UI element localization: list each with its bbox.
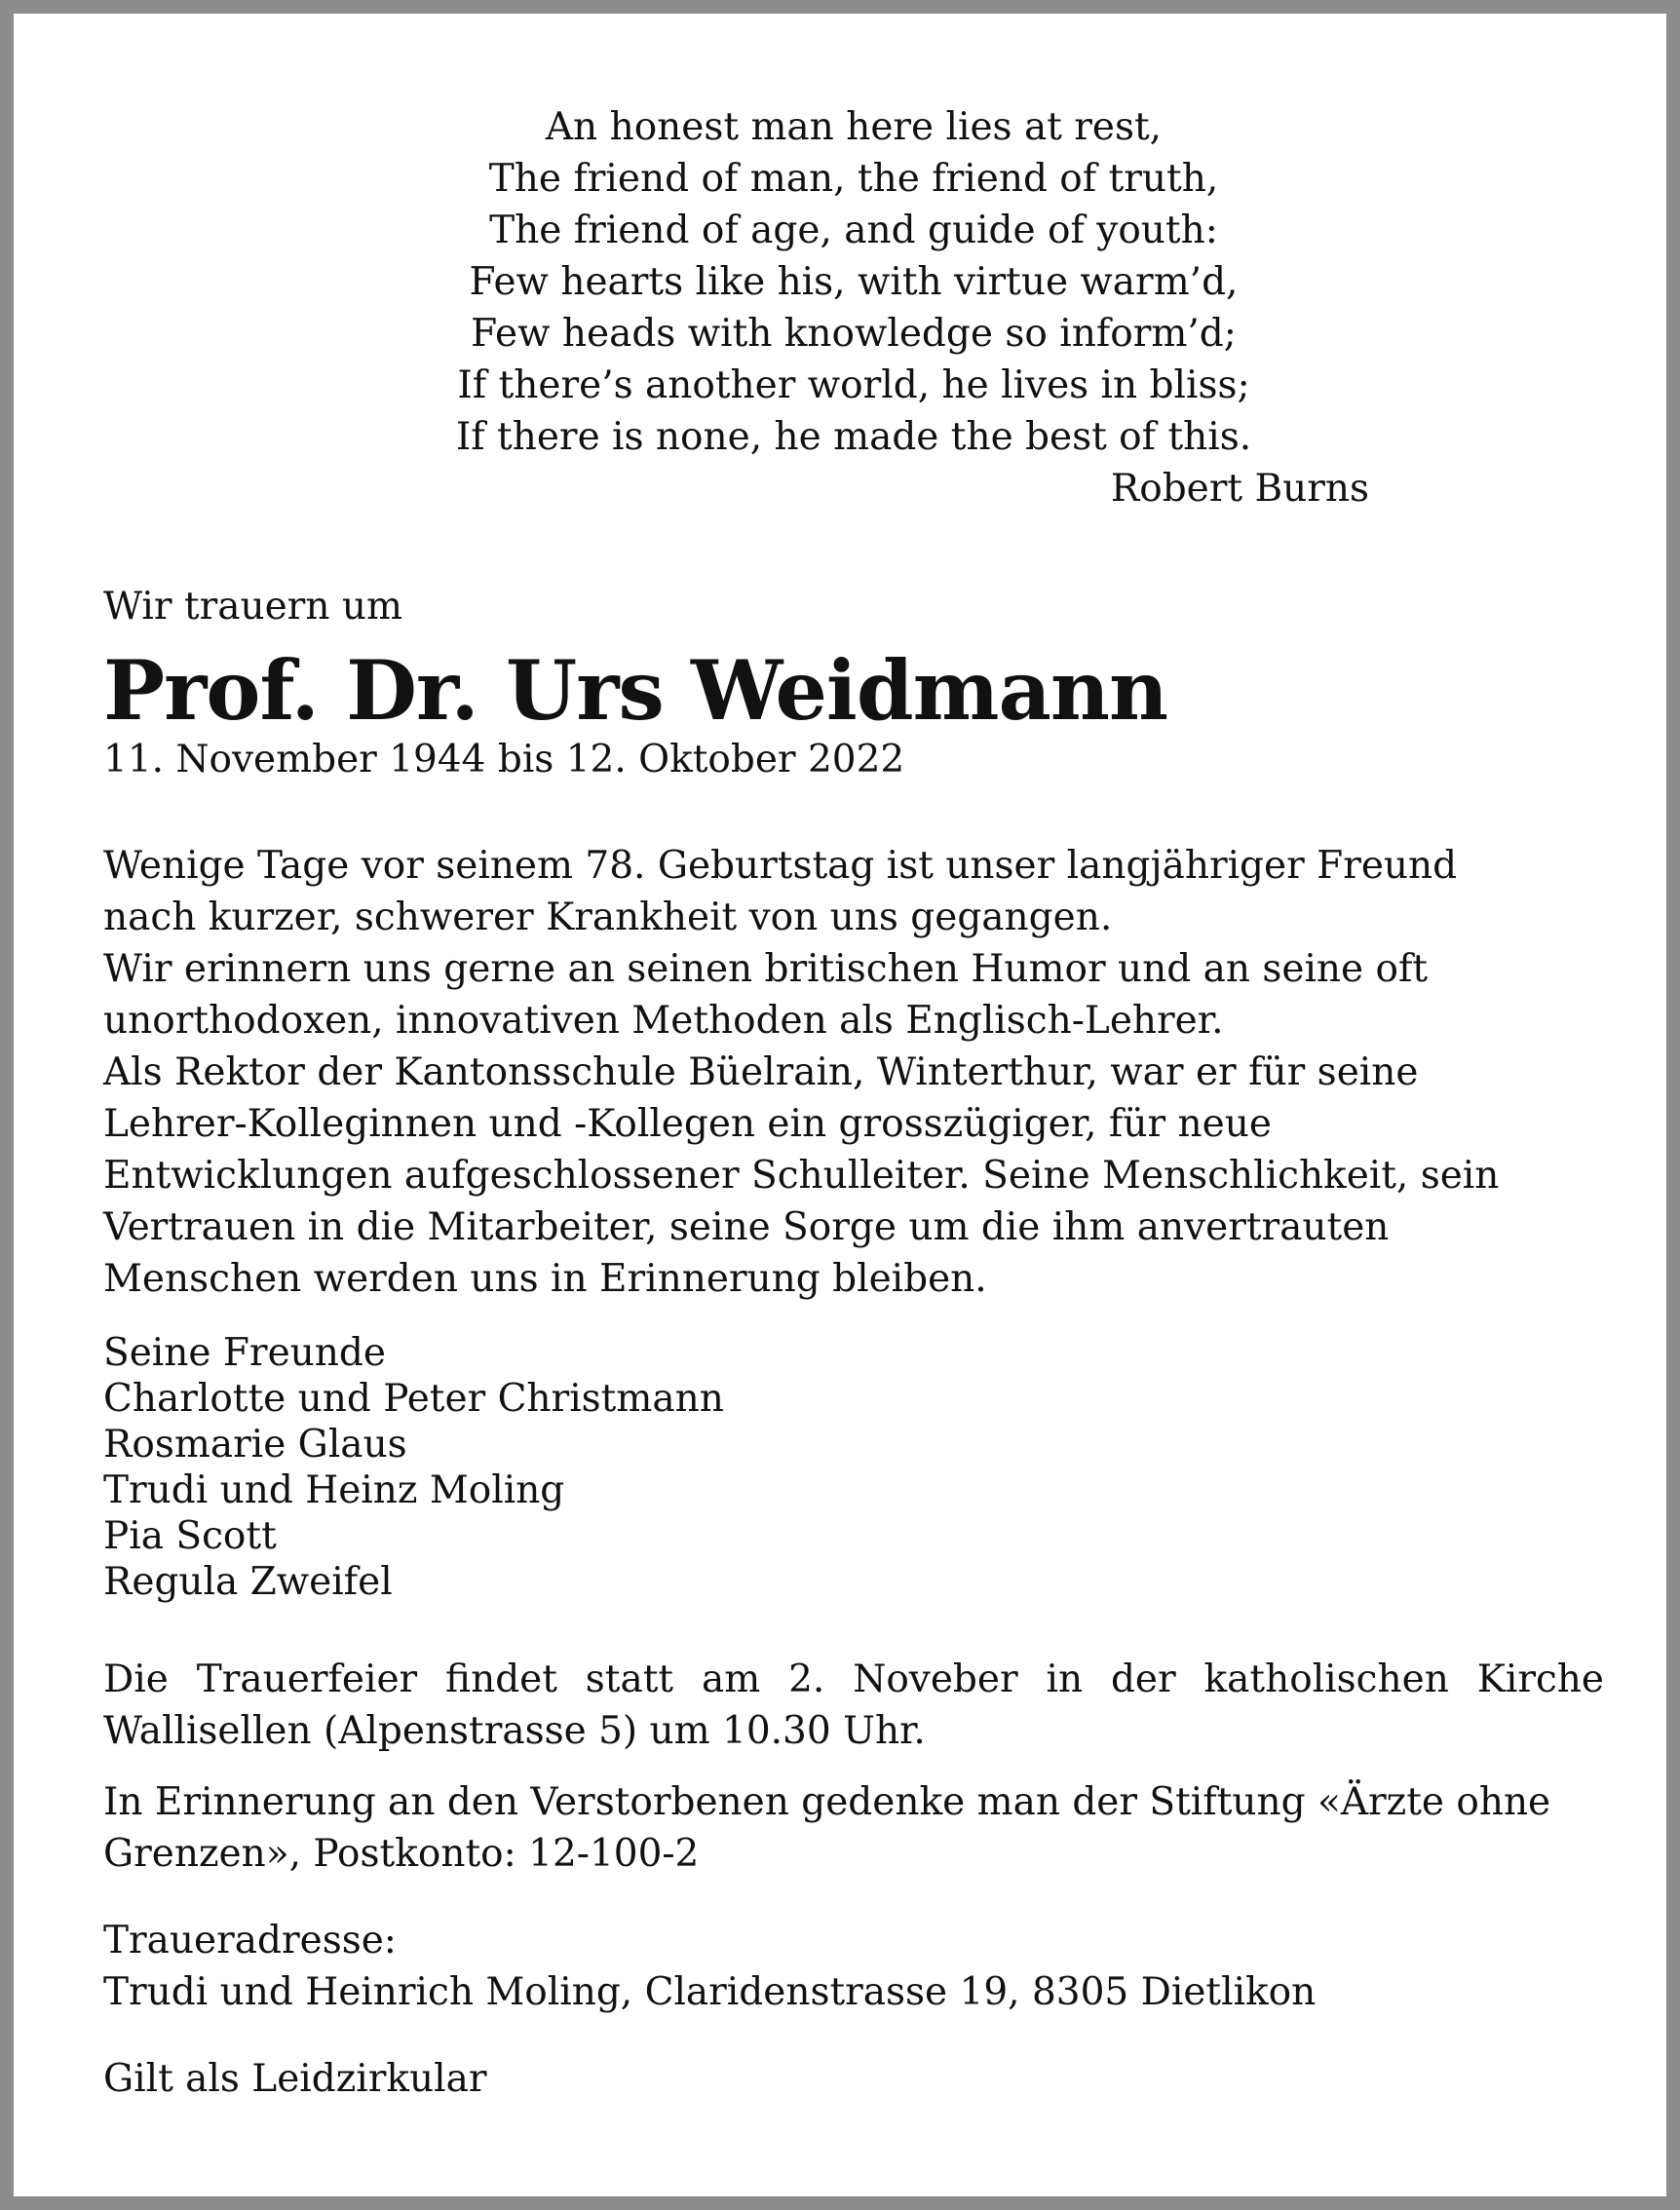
tribute-line: Wenige Tage vor seinem 78. Geburtstag ist unser langjähriger Freund (103, 844, 1458, 888)
friend-name: Rosmarie Glaus (103, 1423, 407, 1467)
circular-note: Gilt als Leidzirkular (103, 2057, 487, 2101)
mourning-address (103, 1915, 1604, 2018)
poem-line: If there’s another world, he lives in bliss; (457, 363, 1250, 407)
tribute-line: Entwicklungen aufgeschlossener Schulleiter. Seine Menschlichkeit, sein (103, 1154, 1500, 1198)
poem-author: Robert Burns (1110, 467, 1369, 511)
poem-line: The friend of man, the friend of truth, (488, 157, 1219, 201)
friend-name: Charlotte und Peter Christmann (103, 1377, 724, 1421)
tribute-line: nach kurzer, schwerer Krankheit von uns gegangen. (103, 895, 1113, 939)
friend-name: Regula Zweifel (103, 1560, 393, 1604)
tribute-line: unorthodoxen, innovativen Methoden als Englisch-Lehrer. (103, 999, 1224, 1043)
friend-name: Trudi und Heinz Moling (103, 1468, 565, 1512)
tribute-text (103, 840, 1604, 1305)
donation-info: In Erinnerung an den Verstorbenen gedenke man der Stiftung «Ärzte ohne Grenzen», Postkonto: 12-100-2 (103, 1780, 1551, 1876)
poem-line: Few heads with knowledge so inform’d; (471, 312, 1237, 356)
poem-line: An honest man here lies at rest, (545, 105, 1163, 149)
friends-heading: Seine Freunde (103, 1331, 386, 1375)
deceased-name: Prof. Dr. Urs Weidmann (103, 642, 1168, 739)
tribute-line: Wir erinnern uns gerne an seinen britischen Humor und an seine oft (103, 947, 1429, 991)
poem-line: If there is none, he made the best of this. (455, 415, 1252, 459)
notice-content (103, 101, 1604, 2105)
funeral-service-info: Die Trauerfeier findet statt am 2. Noveber in der katholischen Kirche Wallisellen (Alpenstrasse 5) um 10.30 Uhr. (103, 1658, 1604, 1753)
poem-line: The friend of age, and guide of youth: (489, 209, 1218, 252)
tribute-line: Menschen werden uns in Erinnerung bleiben. (103, 1257, 987, 1301)
poem (103, 101, 1604, 514)
friends-list (103, 1330, 1604, 1605)
address-value: Trudi und Heinrich Moling, Claridenstrasse 19, 8305 Dietlikon (103, 1970, 1317, 2014)
tribute-line: Als Rektor der Kantonsschule Büelrain, Winterthur, war er für seine (103, 1050, 1419, 1094)
address-label: Traueradresse: (103, 1919, 397, 1962)
life-dates: 11. November 1944 bis 12. Oktober 2022 (103, 738, 905, 781)
tribute-line: Vertrauen in die Mitarbeiter, seine Sorge um die ihm anvertrauten (103, 1205, 1390, 1249)
friend-name: Pia Scott (103, 1514, 277, 1558)
poem-line: Few hearts like his, with virtue warm’d, (469, 260, 1239, 304)
tribute-line: Lehrer-Kolleginnen und -Kollegen ein grosszügiger, für neue (103, 1102, 1272, 1146)
mourning-intro: Wir trauern um (103, 585, 402, 629)
